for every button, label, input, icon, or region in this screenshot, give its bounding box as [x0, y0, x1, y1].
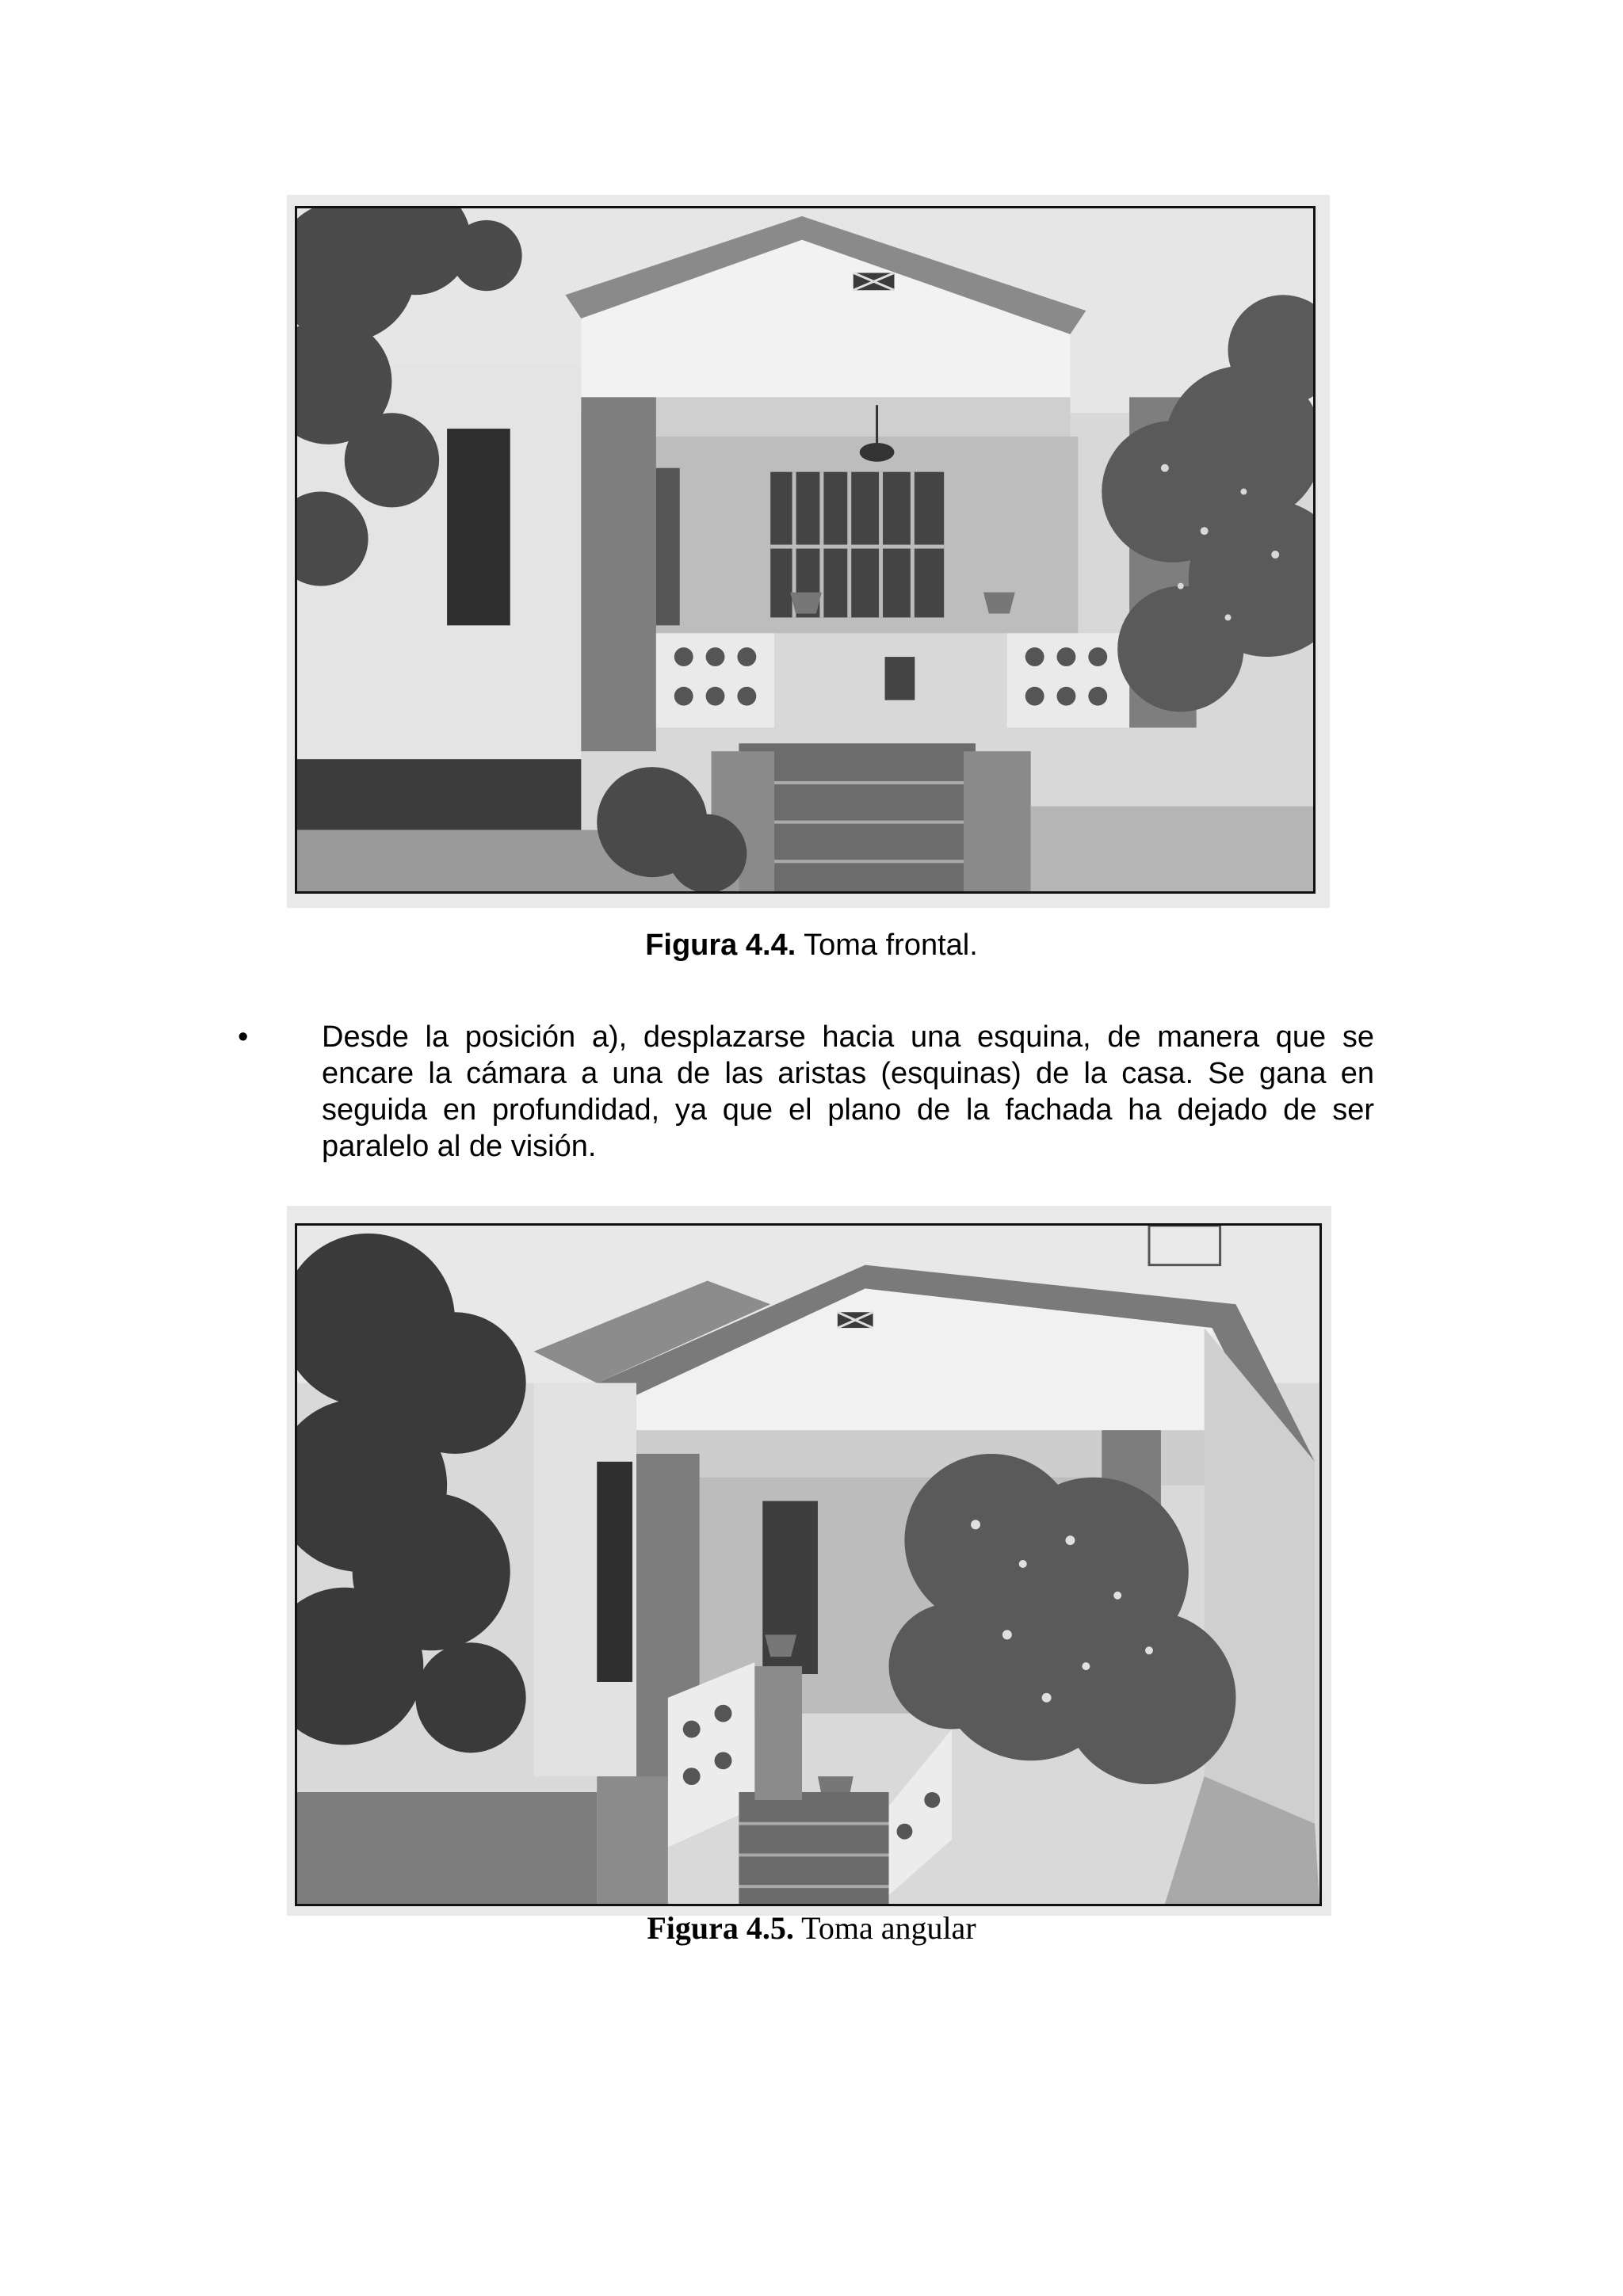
bullet-text: Desde la posición a), desplazarse hacia una esquina, de manera que se encare la cámara a una de las aristas (esquinas) de la casa. Se gana en seguida en profundidad, ya que el plano de la fachada ha dejado de ser paralelo al de visión.	[322, 1020, 1374, 1163]
figure-4-4-caption	[0, 929, 1623, 963]
figure-4-4-scan	[287, 195, 1330, 908]
figure-4-4-label: Figura 4.4.	[645, 929, 796, 962]
figure-4-4-text: Toma frontal.	[796, 929, 978, 962]
figure-4-5-scan	[287, 1206, 1331, 1916]
figure-4-5-photo	[295, 1223, 1322, 1906]
figure-4-5-text: Toma angular	[793, 1910, 976, 1946]
house-front-photo	[297, 208, 1313, 891]
bullet-marker: •	[238, 1020, 249, 1054]
figure-4-5-label: Figura 4.5.	[647, 1910, 794, 1946]
figure-4-5-caption	[0, 1909, 1623, 1947]
house-angle-photo	[297, 1226, 1319, 1904]
figure-4-4-photo	[295, 206, 1316, 894]
